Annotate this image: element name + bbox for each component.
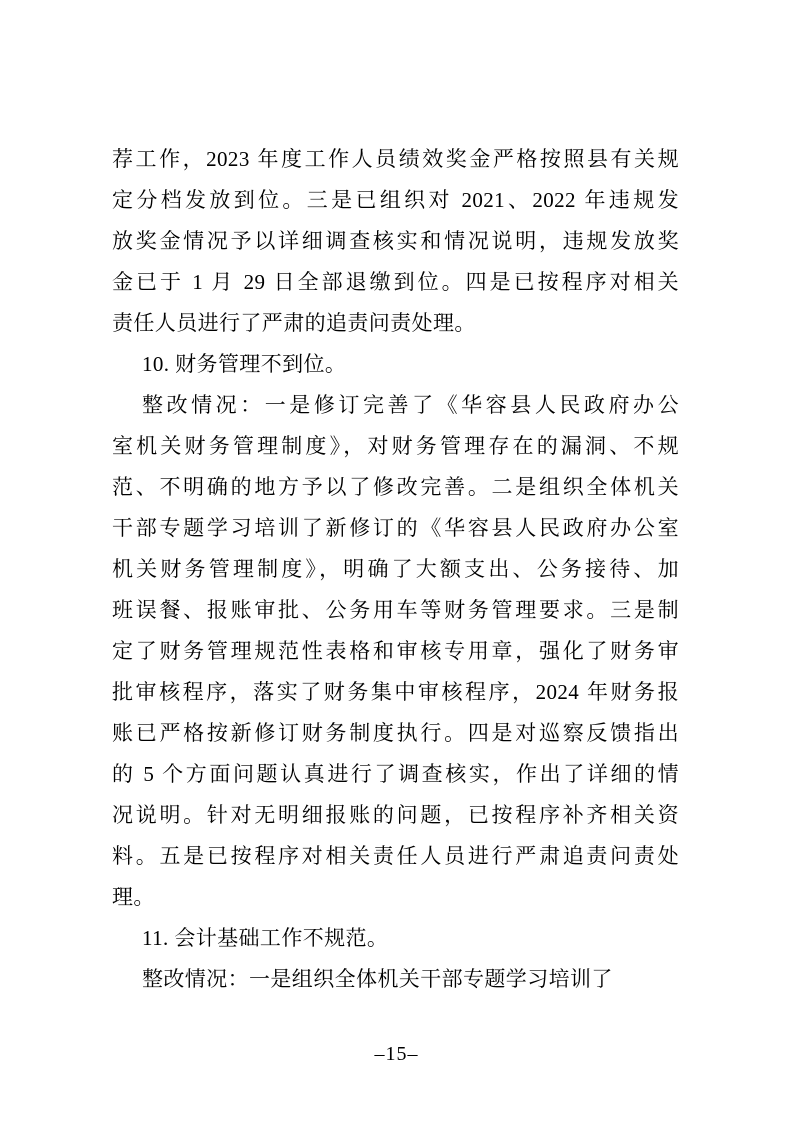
page-number: –15– bbox=[374, 1043, 419, 1065]
doc-line: 的 5 个方面问题认真进行了调查核实，作出了详细的情 bbox=[112, 762, 679, 786]
doc-line: 料。五是已按程序对相关责任人员进行严肃追责问责处 bbox=[112, 844, 679, 868]
doc-line: 责任人员进行了严肃的追责问责处理。 bbox=[112, 311, 476, 335]
doc-line: 室机关财务管理制度》，对财务管理存在的漏洞、不规 bbox=[112, 434, 679, 458]
document-body bbox=[112, 139, 679, 1000]
paragraph-continued bbox=[112, 139, 679, 344]
paragraph-item-11-rectification bbox=[112, 959, 679, 1000]
doc-line: 况说明。针对无明细报账的问题，已按程序补齐相关资 bbox=[112, 803, 679, 827]
doc-line: 范、不明确的地方予以了修改完善。二是组织全体机关 bbox=[112, 475, 679, 499]
doc-line: 整改情况：一是组织全体机关干部专题学习培训了 bbox=[142, 967, 613, 991]
paragraph-item-10-rectification bbox=[112, 385, 679, 918]
doc-line: 定分档发放到位。三是已组织对 2021、2022 年违规发 bbox=[112, 188, 679, 212]
paragraph-item-10-heading bbox=[112, 344, 679, 385]
doc-line: 荐工作，2023 年度工作人员绩效奖金严格按照县有关规 bbox=[112, 147, 679, 171]
item-10-heading: 10. 财务管理不到位。 bbox=[142, 352, 347, 376]
doc-line: 定了财务管理规范性表格和审核专用章，强化了财务审 bbox=[112, 639, 679, 663]
doc-line: 干部专题学习培训了新修订的《华容县人民政府办公室 bbox=[112, 516, 679, 540]
doc-line: 整改情况：一是修订完善了《华容县人民政府办公 bbox=[142, 393, 679, 417]
item-11-heading: 11. 会计基础工作不规范。 bbox=[142, 926, 389, 950]
doc-line: 金已于 1 月 29 日全部退缴到位。四是已按程序对相关 bbox=[112, 270, 679, 294]
doc-line: 批审核程序，落实了财务集中审核程序，2024 年财务报 bbox=[112, 680, 679, 704]
doc-line: 班误餐、报账审批、公务用车等财务管理要求。三是制 bbox=[112, 598, 679, 622]
doc-line: 放奖金情况予以详细调查核实和情况说明，违规发放奖 bbox=[112, 229, 679, 253]
doc-line: 机关财务管理制度》，明确了大额支出、公务接待、加 bbox=[112, 557, 679, 581]
paragraph-item-11-heading bbox=[112, 918, 679, 959]
doc-line: 理。 bbox=[112, 885, 155, 909]
doc-line: 账已严格按新修订财务制度执行。四是对巡察反馈指出 bbox=[112, 721, 679, 745]
